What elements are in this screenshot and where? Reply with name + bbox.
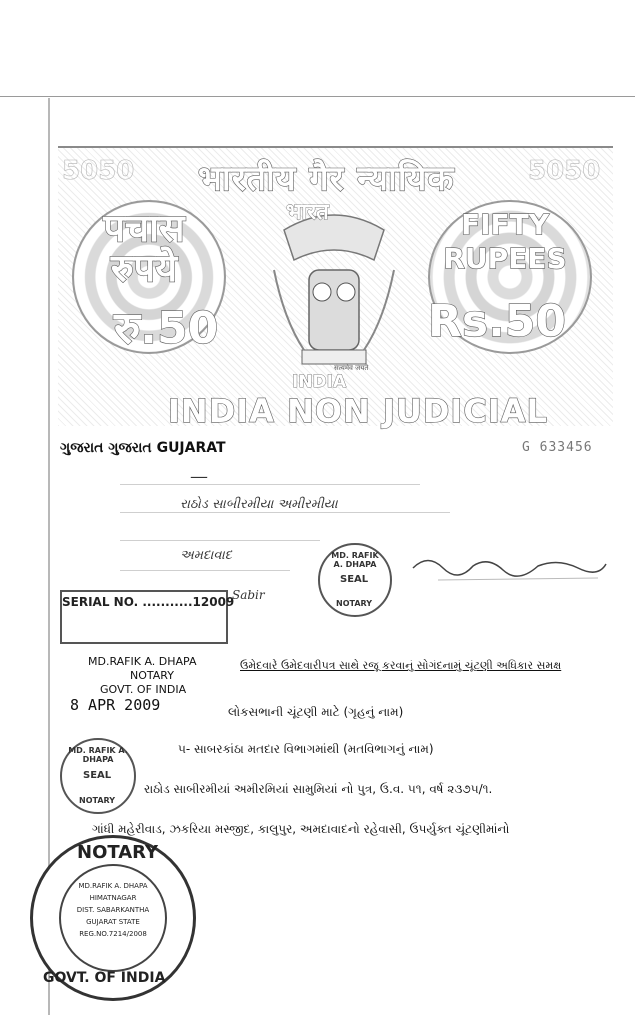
handwritten-city: અમદાવાદ: [180, 548, 232, 563]
seal-large-top: NOTARY: [77, 842, 159, 863]
seal-large-line: REG.NO.7214/2008: [79, 930, 147, 938]
stamp-emblem-label: भारत: [286, 200, 329, 225]
seal-large-line: MD.RAFIK A. DHAPA: [78, 882, 148, 890]
body-line-2: ૫- સાબરકાંઠા મતદાર વિભાગમાંથી (મતવિભાગનું નામ): [178, 742, 434, 756]
serial-number-label: SERIAL NO. ...........12009: [62, 595, 235, 609]
stamp-title-english: INDIA NON JUDICIAL: [168, 392, 548, 430]
notary-seal-small: [318, 543, 392, 617]
seal-large-bottom: GOVT. OF INDIA: [43, 970, 166, 986]
body-line-3: રાઠોડ સાબીરમીયાં અમીરમિયાં સામુમિયાં નો પુત્ર, ઉ.વ. ૫૧, વર્ષ ૨૩૭૫/૧.: [144, 782, 493, 796]
lion-capital-emblem-icon: [264, 200, 404, 390]
seal-bottom-text: NOTARY: [79, 796, 116, 805]
handwritten-name: રાઠોડ સાબીરમીયા અમીરમીયા: [180, 497, 338, 512]
seal-bottom-text: NOTARY: [336, 599, 373, 608]
seal-top-text: MD. RAFIK A. DHAPA: [331, 551, 379, 569]
stamp-title-hindi: भारतीय गैर न्यायिक: [198, 159, 455, 199]
notary-name: MD.RAFIK A. DHAPA: [88, 655, 197, 668]
affidavit-heading: ઉમેદવારે ઉમેદવારીપત્ર સાથે રજૂ કરવાનું સોગંદનામું ચૂંટણી અધિકાર સમક્ષ: [240, 659, 562, 672]
seal-large-line: GUJARAT STATE: [86, 918, 140, 926]
seal-top-text: MD. RAFIK A. DHAPA: [68, 746, 128, 764]
form-field-line: [120, 512, 450, 513]
form-field-line: [120, 484, 420, 485]
stamp-country: INDIA: [292, 372, 347, 392]
stamp-value-english: FIFTY RUPEES: [443, 208, 567, 275]
seal-center-text: SEAL: [83, 770, 112, 781]
vendor-signature-icon: [408, 548, 608, 588]
seal-large-line: HIMATNAGAR: [89, 894, 137, 902]
notary-seal-large: [30, 835, 196, 1001]
handwritten-signature: Sabir: [232, 588, 265, 602]
notary-seal-small-2: [60, 738, 136, 814]
stamp-amount-hindi: रु.50: [114, 303, 219, 354]
handwritten-number: —: [190, 466, 208, 487]
notary-govt: GOVT. OF INDIA: [100, 683, 187, 696]
notary-title: NOTARY: [130, 669, 174, 682]
stamp-faint-number: 5050: [528, 156, 601, 186]
seal-large-line: DIST. SABARKANTHA: [76, 906, 150, 914]
form-field-line: [120, 570, 290, 571]
stamp-faint-number: 5050: [62, 156, 135, 186]
body-line-4: ગાંધી મહેરીવાડ, ઝકરિયા મસ્જીદ, કાલુપુર, અમદાવાદનો રહેવાસી, ઉપર્યુક્ત ચૂંટણીમાંનો: [92, 822, 510, 836]
stamp-paper-header: [58, 146, 613, 430]
stamp-motto: सत्यमेव जयते: [334, 364, 369, 372]
paper-top-edge: [0, 96, 635, 97]
stamp-value-hindi: पचास रुपये: [103, 206, 185, 290]
state-line: ગુજરાત ગુજરાત GUJARAT: [60, 440, 226, 456]
seal-center-text: SEAL: [340, 574, 369, 585]
certificate-number: G 633456: [522, 440, 593, 455]
form-field-line: [120, 540, 320, 541]
stamp-amount-english: Rs.50: [428, 296, 567, 347]
body-line-1: લોકસભાની ચૂંટણી માટે (ગૃહનું નામ): [228, 705, 404, 719]
date-stamp: 8 APR 2009: [70, 696, 161, 714]
